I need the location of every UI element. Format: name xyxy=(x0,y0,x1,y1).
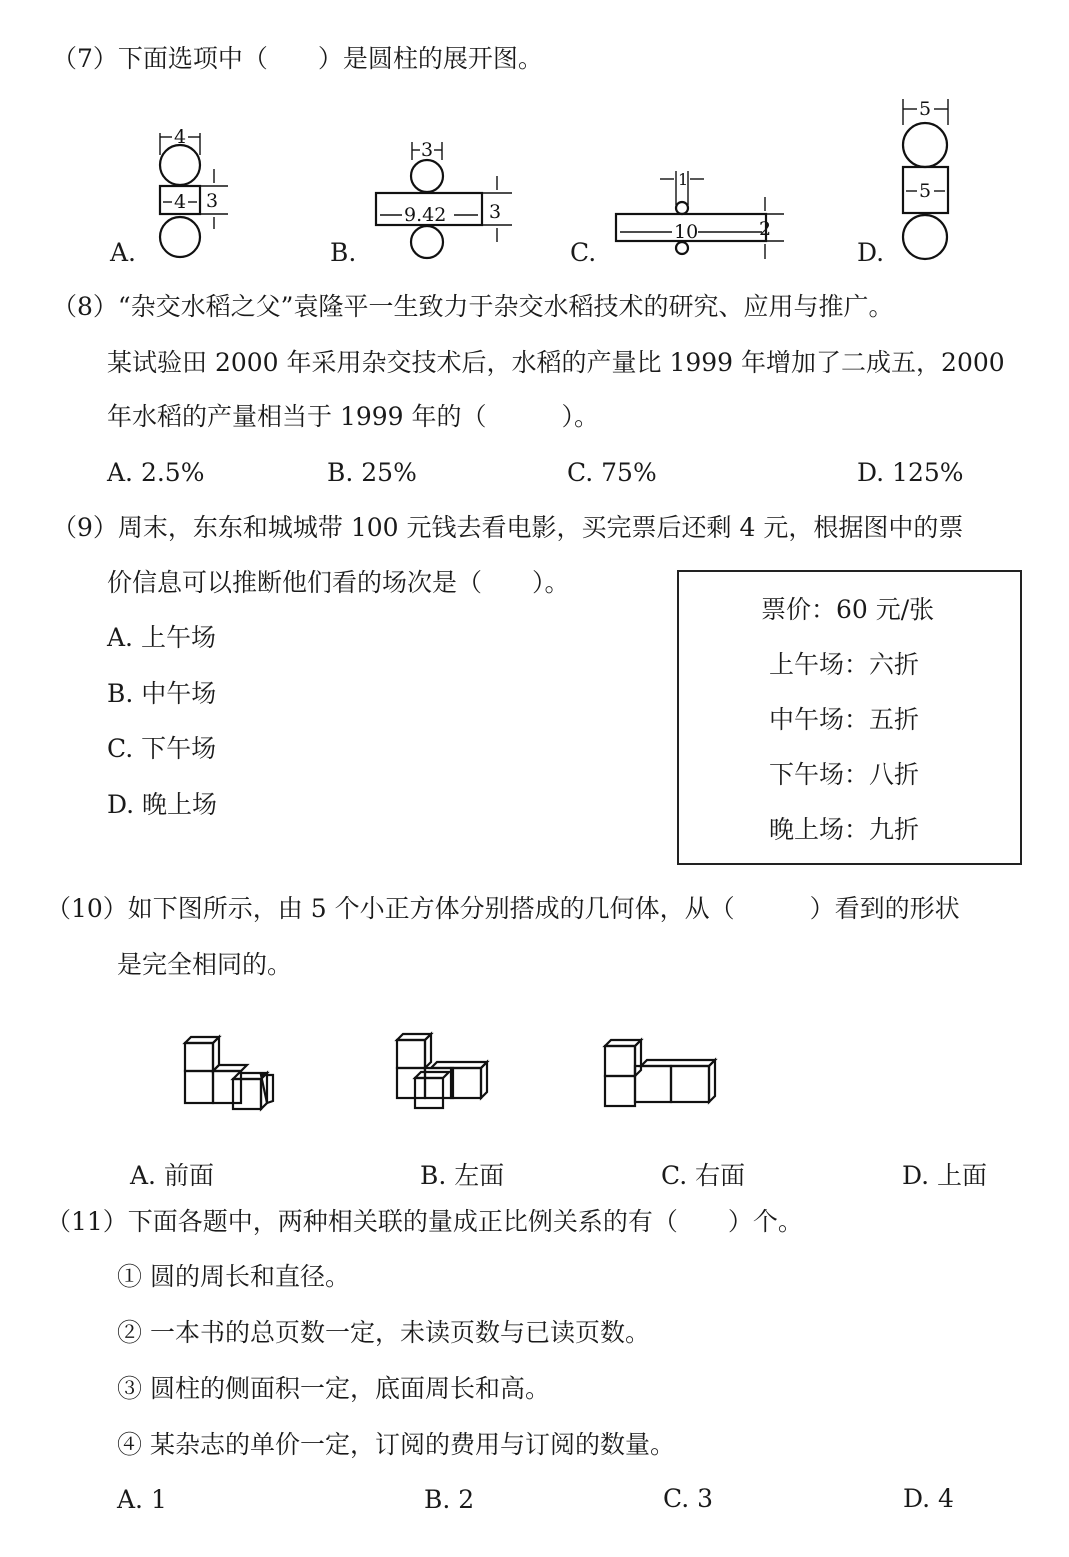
q11-item-3: ③ 圆柱的侧面积一定，底面周长和高。 xyxy=(117,1374,550,1403)
q7-option-b-figure xyxy=(372,138,517,263)
ticket-price-box xyxy=(677,570,1022,865)
ticket-price: 票价：60 元/张 xyxy=(761,595,935,624)
q10-figure-1-cubes xyxy=(183,1035,283,1115)
q8-option-a[interactable]: A. 2.5% xyxy=(107,458,205,487)
q7-option-b-letter[interactable]: B. xyxy=(330,238,357,267)
q11-option-d[interactable]: D. 4 xyxy=(903,1484,954,1513)
q7-option-c-letter[interactable]: C. xyxy=(570,238,597,267)
q7-d-top-dim: 5 xyxy=(919,98,932,120)
q7-option-a-letter[interactable]: A. xyxy=(110,238,137,267)
q7-a-top-dim: 4 xyxy=(174,126,187,148)
q7-b-rect-width: 9.42 xyxy=(404,204,447,226)
q9-option-c[interactable]: C. 下午场 xyxy=(107,734,217,763)
q9-line-2: 价信息可以推断他们看的场次是（ ）。 xyxy=(107,568,570,597)
q10-option-c[interactable]: C. 右面 xyxy=(661,1161,746,1190)
q11-option-c[interactable]: C. 3 xyxy=(663,1484,714,1513)
q10-option-a[interactable]: A. 前面 xyxy=(130,1161,214,1190)
q11-option-b[interactable]: B. 2 xyxy=(424,1485,475,1514)
q10-figure-2-cubes xyxy=(393,1032,493,1112)
q7-question: （7）下面选项中（ ）是圆柱的展开图。 xyxy=(52,44,543,73)
q7-option-d-figure xyxy=(893,95,963,270)
q10-option-d[interactable]: D. 上面 xyxy=(902,1161,988,1190)
q7-option-c-figure xyxy=(612,165,787,265)
q11-line-1: （11）下面各题中，两种相关联的量成正比例关系的有（ ）个。 xyxy=(46,1207,803,1236)
q7-a-rect-width: 4 xyxy=(174,191,187,213)
q9-line-1: （9）周末，东东和城城带 100 元钱去看电影，买完票后还剩 4 元，根据图中的票 xyxy=(52,513,964,542)
q10-line-2: 是完全相同的。 xyxy=(117,950,293,979)
q9-option-a[interactable]: A. 上午场 xyxy=(107,623,216,652)
q7-c-rect-height: 2 xyxy=(759,218,772,240)
price-afternoon: 下午场：八折 xyxy=(769,760,920,789)
q7-d-rect-width: 5 xyxy=(919,180,932,202)
q11-item-4: ④ 某杂志的单价一定，订阅的费用与订阅的数量。 xyxy=(117,1430,675,1459)
q7-option-d-letter[interactable]: D. xyxy=(857,238,885,267)
q10-option-b[interactable]: B. 左面 xyxy=(420,1161,505,1190)
q10-figure-3-cubes xyxy=(603,1038,718,1110)
q7-c-top-dim: 1 xyxy=(678,170,689,189)
q7-option-a-figure xyxy=(150,125,240,265)
q7-c-rect-width: 10 xyxy=(674,221,699,243)
q8-line-3: 年水稻的产量相当于 1999 年的（ ）。 xyxy=(107,402,600,431)
q10-line-1: （10）如下图所示，由 5 个小正方体分别搭成的几何体，从（ ）看到的形状 xyxy=(46,894,960,923)
price-evening: 晚上场：九折 xyxy=(769,815,920,844)
q8-line-1: （8）“杂交水稻之父”袁隆平一生致力于杂交水稻技术的研究、应用与推广。 xyxy=(52,292,894,321)
q9-option-d[interactable]: D. 晚上场 xyxy=(107,790,218,819)
price-noon: 中午场：五折 xyxy=(769,705,920,734)
q8-line-2: 某试验田 2000 年采用杂交技术后，水稻的产量比 1999 年增加了二成五，2000 xyxy=(107,348,1005,377)
q8-option-c[interactable]: C. 75% xyxy=(567,458,657,487)
q11-option-a[interactable]: A. 1 xyxy=(117,1485,167,1514)
q9-option-b[interactable]: B. 中午场 xyxy=(107,679,217,708)
q11-item-1: ① 圆的周长和直径。 xyxy=(117,1262,350,1291)
q11-item-2: ② 一本书的总页数一定，未读页数与已读页数。 xyxy=(117,1318,650,1347)
q8-option-d[interactable]: D. 125% xyxy=(857,458,964,487)
q7-b-rect-height: 3 xyxy=(489,201,502,223)
price-morning: 上午场：六折 xyxy=(769,650,920,679)
q8-option-b[interactable]: B. 25% xyxy=(327,458,417,487)
q7-a-rect-height: 3 xyxy=(206,190,219,212)
q7-b-top-dim: 3 xyxy=(421,139,434,161)
